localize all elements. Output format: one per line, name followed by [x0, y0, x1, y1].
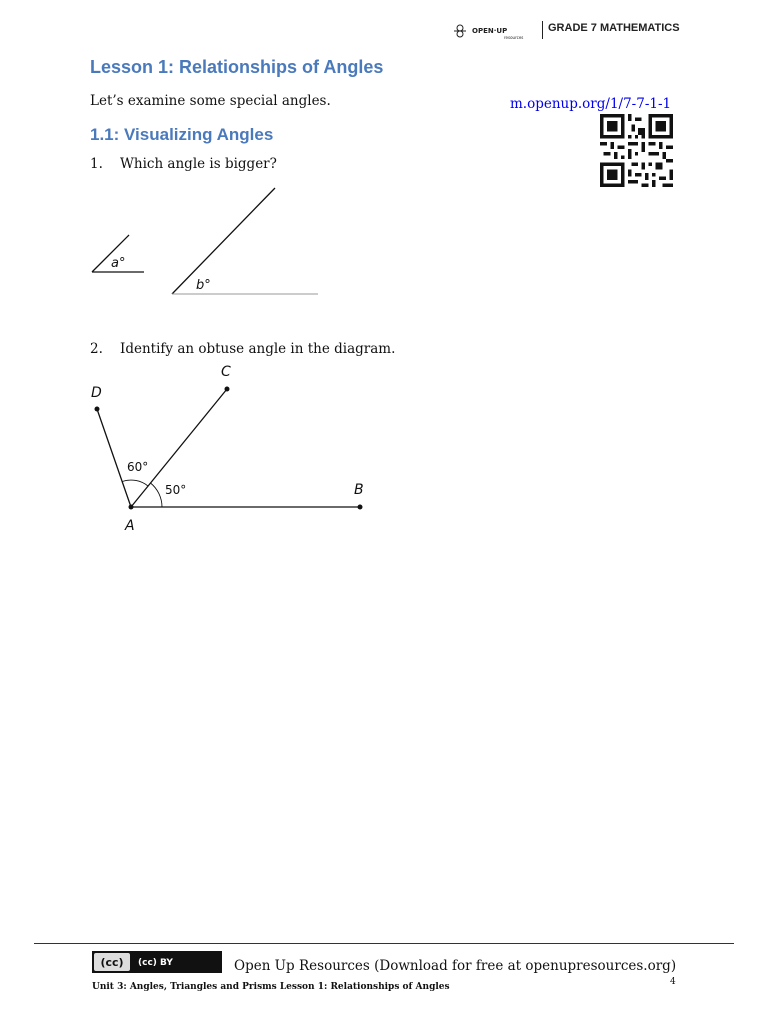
- point-D: [95, 407, 100, 412]
- cc-license-label: (cc) BY: [138, 958, 173, 968]
- label-A: A: [125, 518, 135, 534]
- footer-publisher-line: [234, 958, 676, 974]
- label-D: D: [91, 385, 102, 401]
- question-2-number: 2.: [90, 341, 103, 357]
- footer-rule: [34, 943, 734, 944]
- footer-unit-line: Unit 3: Angles, Triangles and Prisms Lesson 1: Relationships of Angles: [92, 982, 450, 992]
- question-1-number: 1.: [90, 156, 103, 172]
- angle-CAB-label: 50°: [165, 483, 187, 497]
- lesson-intro: Let’s examine some special angles.: [90, 93, 331, 109]
- angle-DAC-arc: [122, 480, 148, 486]
- point-C: [225, 387, 230, 392]
- logo-subtext: resources: [504, 35, 524, 40]
- footer-download-note: (Download for free at openupresources.org): [374, 958, 677, 974]
- svg-text:(cc): (cc): [100, 956, 124, 969]
- cc-by-badge[interactable]: [92, 951, 222, 973]
- obtuse-angle-diagram: [91, 364, 364, 534]
- label-C: C: [221, 364, 231, 380]
- ray-AD: [97, 409, 131, 507]
- lesson-link[interactable]: m.openup.org/1/7-7-1-1: [510, 96, 672, 112]
- question-2-text: Identify an obtuse angle in the diagram.: [120, 341, 396, 357]
- angle-b-figure: [172, 188, 318, 294]
- angle-DAC-label: 60°: [127, 460, 149, 474]
- grade-label: GRADE 7 MATHEMATICS: [548, 22, 680, 34]
- angle-a-label: a°: [111, 256, 126, 271]
- angle-b-ray-1: [172, 188, 275, 294]
- angle-a-figure: [92, 235, 144, 272]
- page-number: 4: [670, 977, 676, 987]
- point-A: [129, 505, 134, 510]
- section-title: 1.1: Visualizing Angles: [90, 125, 274, 144]
- lesson-title: Lesson 1: Relationships of Angles: [90, 57, 384, 77]
- point-B: [358, 505, 363, 510]
- question-1-text: Which angle is bigger?: [120, 156, 277, 172]
- angle-CAB-arc: [151, 483, 163, 507]
- angle-b-label: b°: [196, 278, 211, 293]
- label-B: B: [354, 482, 364, 498]
- logo-text: OPEN·UP: [472, 27, 508, 35]
- footer-publisher: Open Up Resources: [234, 958, 370, 974]
